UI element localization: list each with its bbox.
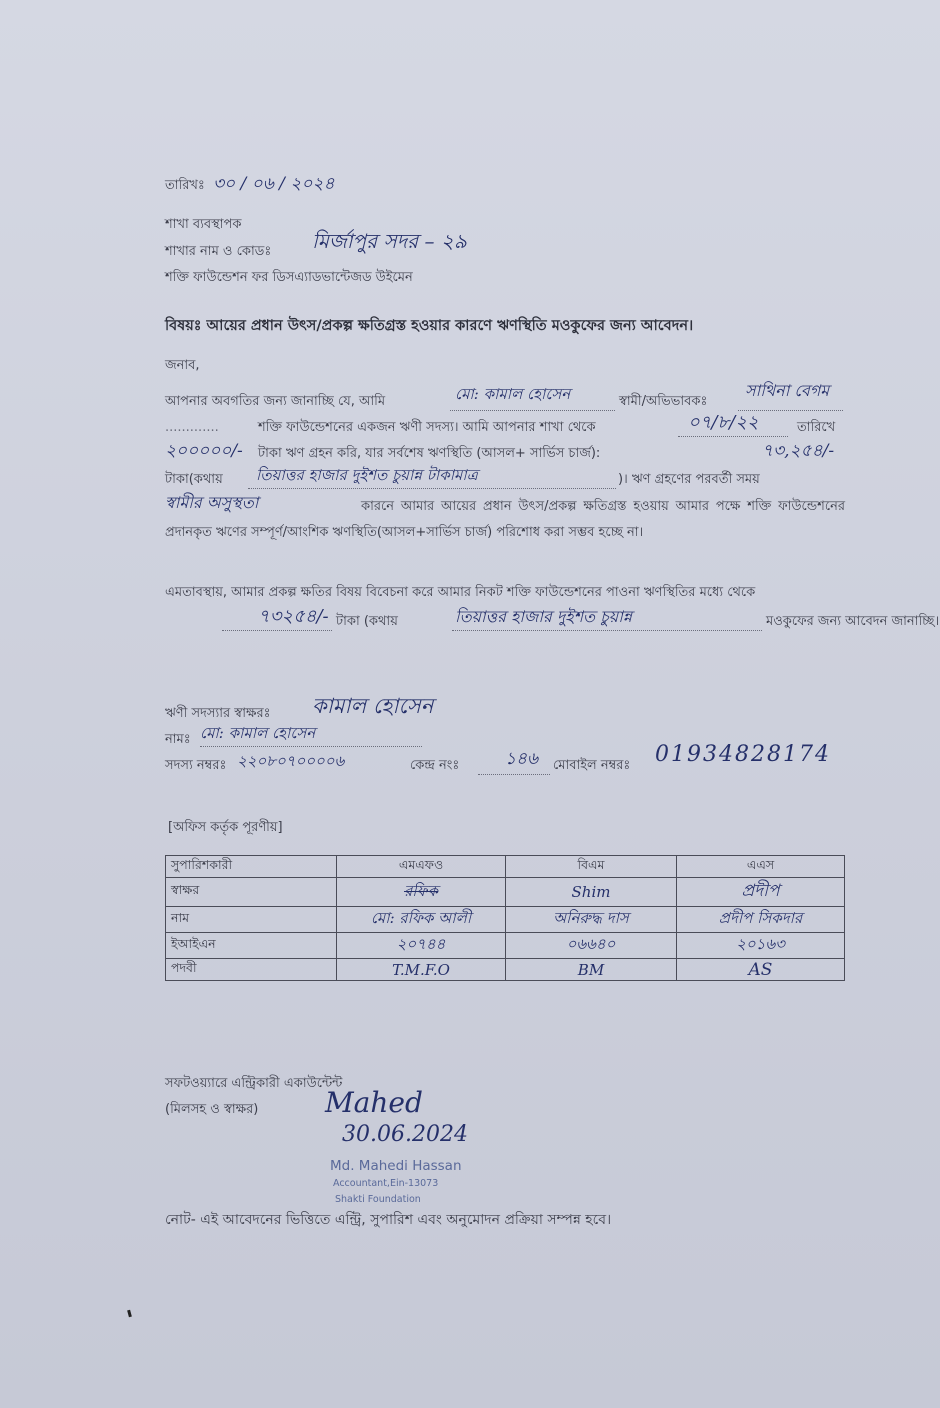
waive-amount: ৭৩২৫৪/- <box>258 606 329 627</box>
office-header-cell: এমএফও <box>337 856 506 878</box>
office-table <box>165 855 845 981</box>
application-form: তারিখঃ ৩০ / ০৬ / ২০২৪ শাখা ব্যবস্থাপক শাখার নাম ও কোডঃ মির্জাপুর সদর – ২৯ শক্তি ফাউন্ডেশন ফর ডিসএ্যাডভান্টেজড উইমেন বিষয়ঃ আয়ের প্রধান উৎস/প্রকল্প ক্ষতিগ্রস্ত হওয়ার কারণে ঋণস্থিতি মওকুফের জন্য আবেদন। জনাব, আপনার অবগতির জন্য জানাচ্ছি যে, আমি মো: কামাল হোসেন স্বামী/অভিভাবকঃ সাথিনা বেগম ............. শক্তি ফাউন্ডেশনের একজন ঋণী সদস্য। আমি আপনার শাখা থেকে ০৭/৮/২২ তারিখে ২০০০০০/- টাকা ঋণ গ্রহন করি, যার সর্বশেষ ঋণস্থিতি (আসল+ সার্ভিস চার্জ): ৭৩,২৫৪/- টাকা(কথায় তিয়াত্তর হাজার দুইশত চুয়ান্ন টাকামাত্র )। ঋণ গ্রহণের পরবর্তী সময় স্বামীর অসুস্থতা কারনে আমার আয়ের প্রধান উৎস/প্রকল্প ক্ষতিগ্রস্ত হওয়ায় আমার পক্ষে শক্তি ফাউন্ডেশনের প্রদানকৃত ঋণের সম্পূর্ণ/আংশিক ঋণস্থিতি(আসল+সার্ভিস চার্জ) পরিশোধ করা সম্ভব হচ্ছে না। এমতাবস্থায়, আমার প্রকল্প ক্ষতির বিষয় বিবেচনা করে আমার নিকট শক্তি ফাউন্ডেশনের পাওনা ঋণস্থিতির মধ্যে থেকে ৭৩২৫৪/- টাকা (কথায় তিয়াত্তর হাজার দুইশত চুয়ান্ন মওকুফের জন্য আবেদন জানাচ্ছি। ঋণী সদস্যার স্বাক্ষরঃ কামাল হোসেন নামঃ মো: কামাল হোসেন সদস্য নম্বরঃ ২২০৮০৭০০০০৬ কেন্দ্র নংঃ ১৪৬ মোবাইল নম্বরঃ 01934828174 [অফিস কর্তৃক পূরণীয়] সুপারিশকারী এমএফও বিএম এএস স্বাক্ষর রফিক Shim প্রদীপ নাম মো: রফিক আলী অনিরুদ্ধ দাস প্রদীপ সিকদার ইআইএন ২০৭৪৪ ০৬৬৪০ ২০১৬৩ পদবী T.M.F.O BM AS সফটওয়্যারে এন্ট্রিকারী একাউন্টেন্ট (মিলসহ ও স্বাক্ষর) Mahed 30.06.2024 Md. Mahedi Hassan Accountant,Ein-13073 Shakti Foundation নোট- এই আবেদনের ভিত্তিতে এন্ট্রি, সুপারিশ এবং অনুমোদন প্রক্রিয়া সম্পন্ন হবে। <box>0 0 940 1408</box>
office-header-row <box>166 856 845 878</box>
waive-words: তিয়াত্তর হাজার দুইশত চুয়ান্ন <box>455 607 632 626</box>
office-row-label: স্বাক্ষর <box>166 878 337 907</box>
balance-words: তিয়াত্তর হাজার দুইশত চুয়ান্ন টাকামাত্র <box>256 466 478 484</box>
office-row-label: পদবী <box>166 959 337 981</box>
branch-value: মির্জাপুর সদর – ২৯ <box>312 229 467 253</box>
member-signature: কামাল হোসেন <box>312 694 434 718</box>
ink-speck <box>127 1310 132 1318</box>
guardian-name: সাথিনা বেগম <box>745 381 830 400</box>
member-signature-label: ঋণী সদস্যার স্বাক্ষরঃ <box>165 706 271 721</box>
member-number: ২২০৮০৭০০০০৬ <box>237 752 345 770</box>
bm-designation: BM <box>506 959 677 981</box>
p1-text-a: আপনার অবগতির জন্য জানাচ্ছি যে, আমি <box>165 394 386 409</box>
date-label: তারিখঃ <box>165 178 205 193</box>
recipient-line3: শক্তি ফাউন্ডেশন ফর ডিসএ্যাডভান্টেজড উইমেন <box>165 270 413 285</box>
loan-amount: ২০০০০০/- <box>165 441 243 461</box>
applicant-name: মো: কামাল হোসেন <box>455 385 571 403</box>
center-label: কেন্দ্র নংঃ <box>410 758 460 773</box>
accountant-line1: সফটওয়্যারে এন্ট্রিকারী একাউন্টেন্ট <box>165 1076 343 1091</box>
p2-text-a: এমতাবস্থায়, আমার প্রকল্প ক্ষতির বিষয় বিবেচনা করে আমার নিকট শক্তি ফাউন্ডেশনের পাওনা ঋণস্থিতির মধ্যে থেকে <box>165 585 756 600</box>
p1-text-g: )। ঋণ গ্রহণের পরবর্তী সময় <box>618 472 760 487</box>
member-name: মো: কামাল হোসেন <box>200 724 316 742</box>
bm-ein: ০৬৬৪০ <box>506 933 677 959</box>
branch-label: শাখার নাম ও কোডঃ <box>165 244 272 259</box>
loan-balance: ৭৩,২৫৪/- <box>762 441 835 461</box>
footer-note: নোট- এই আবেদনের ভিত্তিতে এন্ট্রি, সুপারিশ এবং অনুমোদন প্রক্রিয়া সম্পন্ন হবে। <box>165 1212 612 1228</box>
p1-text-b: স্বামী/অভিভাবকঃ <box>619 394 708 409</box>
mfo-signature: রফিক <box>337 878 506 907</box>
p2-text-c: মওকুফের জন্য আবেদন জানাচ্ছি। <box>766 614 940 629</box>
office-header-cell: এএস <box>677 856 845 878</box>
date-value: ৩০ / ০৬ / ২০২৪ <box>213 174 335 194</box>
bm-name: অনিরুদ্ধ দাস <box>506 907 677 933</box>
as-designation: AS <box>677 959 845 981</box>
accountant-line2: (মিলসহ ও স্বাক্ষর) <box>165 1102 259 1117</box>
mobile-label: মোবাইল নম্বরঃ <box>553 758 631 773</box>
member-name-label: নামঃ <box>165 732 191 747</box>
stamp-title: Accountant,Ein-13073 <box>333 1178 439 1189</box>
salutation: জনাব, <box>165 358 200 373</box>
center-number: ১৪৬ <box>505 749 539 769</box>
office-header-cell: সুপারিশকারী <box>166 856 337 878</box>
office-row-label: নাম <box>166 907 337 933</box>
office-row-signature <box>166 878 845 907</box>
accountant-signature: Mahed <box>325 1086 423 1119</box>
office-row-ein <box>166 933 845 959</box>
accountant-sign-date: 30.06.2024 <box>342 1122 468 1147</box>
stamp-name: Md. Mahedi Hassan <box>330 1158 462 1174</box>
p1-text-c: শক্তি ফাউন্ডেশনের একজন ঋণী সদস্য। আমি আপনার শাখা থেকে <box>258 420 596 435</box>
p1-text-d: তারিখে <box>797 420 836 435</box>
loss-reason: স্বামীর অসুস্থতা <box>165 493 259 512</box>
mobile-number: 01934828174 <box>655 742 831 767</box>
as-ein: ২০১৬৩ <box>677 933 845 959</box>
office-header-cell: বিএম <box>506 856 677 878</box>
p2-text-b: টাকা (কথায় <box>336 614 398 629</box>
subject: বিষয়ঃ আয়ের প্রধান উৎস/প্রকল্প ক্ষতিগ্রস্ত হওয়ার কারণে ঋণস্থিতি মওকুফের জন্য আবেদন। <box>165 318 694 334</box>
member-number-label: সদস্য নম্বরঃ <box>165 758 227 773</box>
mfo-name: মো: রফিক আলী <box>337 907 506 933</box>
office-row-label: ইআইএন <box>166 933 337 959</box>
p1-text-h: কারনে আমার আয়ের প্রধান উৎস/প্রকল্প ক্ষতিগ্রস্ত হওয়ায় আমার পক্ষে শক্তি ফাউন্ডেশনের প্রদানকৃত ঋণের সম্পূর্ণ/আংশিক ঋণস্থিতি(আসল+সার্ভিস চার্জ) পরিশোধ করা সম্ভব হচ্ছে না। <box>165 499 845 540</box>
mfo-ein: ২০৭৪৪ <box>337 933 506 959</box>
office-row-name <box>166 907 845 933</box>
as-signature: প্রদীপ <box>677 878 845 907</box>
office-label: [অফিস কর্তৃক পূরণীয়] <box>168 820 283 835</box>
recipient-line1: শাখা ব্যবস্থাপক <box>165 217 242 232</box>
loan-date: ০৭/৮/২২ <box>688 412 759 433</box>
office-row-designation <box>166 959 845 981</box>
p1-text-f: টাকা(কথায় <box>165 472 223 487</box>
p1-text-e: টাকা ঋণ গ্রহন করি, যার সর্বশেষ ঋণস্থিতি (আসল+ সার্ভিস চার্জ): <box>258 446 601 461</box>
as-name: প্রদীপ সিকদার <box>677 907 845 933</box>
stamp-org: Shakti Foundation <box>335 1194 421 1205</box>
bm-signature: Shim <box>506 878 677 907</box>
mfo-designation: T.M.F.O <box>337 959 506 981</box>
